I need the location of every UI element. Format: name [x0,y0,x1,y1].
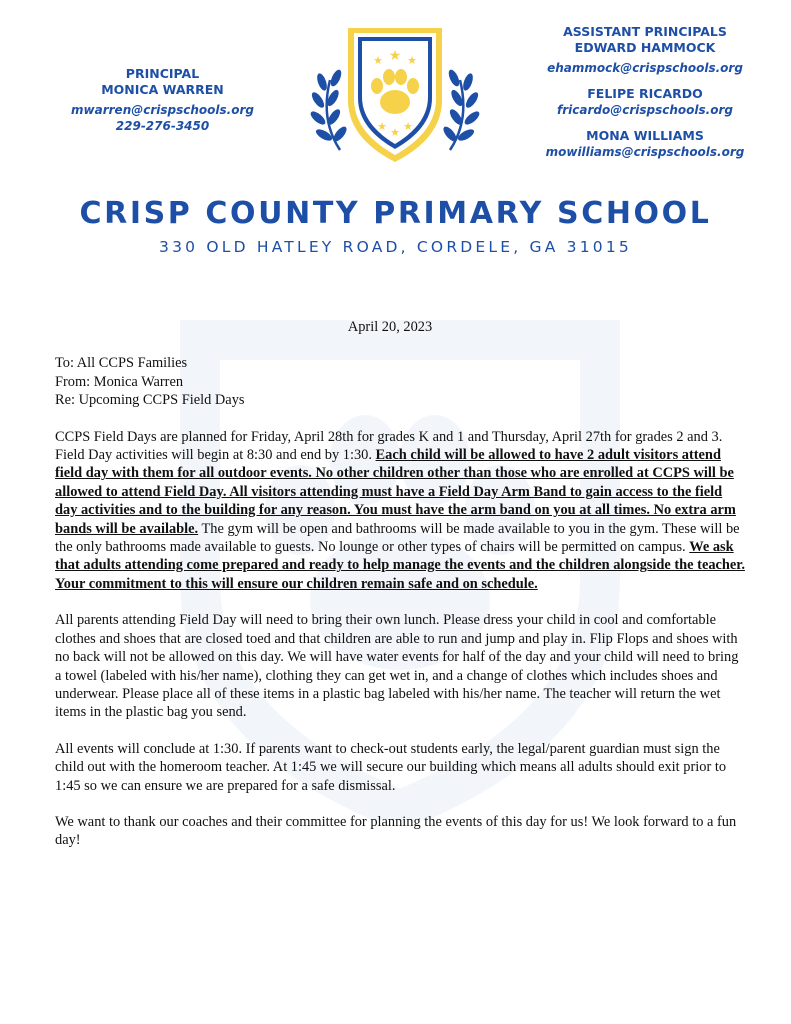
assistants-title: ASSISTANT PRINCIPALS [563,24,727,39]
assistant-email[interactable]: ehammock@crispschools.org [547,61,743,75]
paragraph-4: We want to thank our coaches and their committee for planning the events of this day for us! We look forward to a fun day! [55,813,737,849]
letter-re: Re: Upcoming CCPS Field Days [55,392,245,409]
svg-text:★: ★ [407,54,417,67]
assistant-principals-contact [520,24,770,160]
svg-text:★: ★ [373,54,383,67]
paragraph-3: All events will conclude at 1:30. If parents want to check-out students early, the legal/parent guardian must sign the child out with the homeroom teacher. At 1:45 we will secure our building which means all adults should exit prior to 1:45 so we can ensure we are prepared for a safe dismissal. [55,740,727,794]
principal-phone: 229-276-3450 [115,119,210,133]
paragraph-emphasis: Each child will be allowed to have 2 adult visitors attend field day with them for all outdoor events. No other children other than those who are enrolled at CCPS will be allowed to attend Field Day. All visitors attending must have a Field Day Arm Band to gain access to the field day activities and to the building for any reason. You must have the arm band on you at all times. No extra arm bands will be available. [55,447,736,537]
principal-email[interactable]: mwarren@crispschools.org [71,103,254,117]
letter-date: April 20, 2023 [347,319,433,335]
principal-title: PRINCIPAL [125,66,200,81]
svg-text:★: ★ [403,120,413,133]
paragraph-2: All parents attending Field Day will need to bring their own lunch. Please dress your child in cool and comfortable clothes and shoes that are closed toed and that children are able to run and jump and play in. Flip Flops and shoes with no back will not be allowed on this day. We will have water events for half of the day and your child will need to bring a towel (labeled with his/her name), clothing they can get wet in, and a change of clothes which includes shoes and underwear. Please place all of these items in a plastic bag labeled with his/her name. The teacher will return the wet items in the plastic bag you send. [55,612,739,721]
laurel-left-icon [309,68,349,150]
svg-text:★: ★ [390,126,400,139]
svg-text:★: ★ [377,120,387,133]
letter-to: To: All CCPS Families [55,355,188,372]
school-name: CRISP COUNTY PRIMARY SCHOOL [79,196,712,231]
assistant-name: MONA WILLIAMS [586,128,704,143]
assistant-name: FELIPE RICARDO [587,86,703,101]
paragraph-1 [55,428,745,594]
principal-name: MONICA WARREN [101,82,224,97]
letter-header [55,354,745,409]
paw-crest-icon [300,20,490,170]
principal-contact [50,66,275,134]
paragraph-emphasis: We ask that adults attending come prepared and ready to help manage the events and the children alongside the teacher. Your commitment to this will ensure our children remain safe and on schedule. [55,539,745,592]
letter-from: From: Monica Warren [55,373,184,390]
assistant-email[interactable]: fricardo@crispschools.org [557,103,733,117]
paragraph-text: CCPS Field Days are planned for Friday, April 28th for grades K and 1 and Thursday, April 27th for grades 2 and 3. Field Day activities will begin at 8:30 and end by 1:30. [55,428,723,464]
svg-text:★: ★ [388,48,402,64]
assistant-name: EDWARD HAMMOCK [574,40,716,55]
assistant-email[interactable]: mowilliams@crispschools.org [545,145,745,159]
school-address: 330 OLD HATLEY ROAD, CORDELE, GA 31015 [159,238,632,256]
laurel-right-icon [441,68,481,150]
letter-body [55,318,745,850]
paragraph-text: The gym will be open and bathrooms will be made available to you in the gym. These will be the only bathrooms made available to guests. No lounge or other types of chairs will be permitted on campus. [55,520,740,556]
